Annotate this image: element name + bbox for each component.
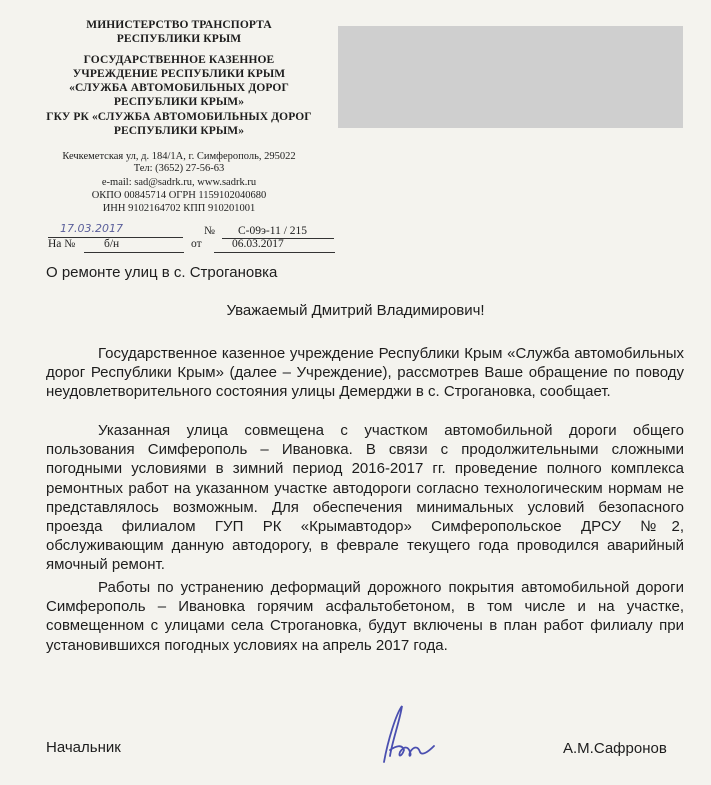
signatory-name: А.М.Сафронов [563,740,667,757]
signatory-title: Начальник [46,739,121,756]
address-line: Кечкеметская ул, д. 184/1А, г. Симферополь, 295022 [62,151,296,162]
from-underline [214,252,335,253]
org-line-2: УЧРЕЖДЕНИЕ РЕСПУБЛИКИ КРЫМ [72,68,286,80]
from-date: 06.03.2017 [232,238,284,250]
from-label: от [191,238,202,250]
on-number-underline [84,252,184,253]
phone-line: Тел: (3652) 27-56-63 [133,163,225,174]
paragraph-text: Государственное казенное учреждение Республики Крым «Служба автомобильных дорог Республики Крым» (далее – Учреждение), рассмотрев Ваше обращение по поводу неудовлетворительного состояния улицы Демерджи в с. Строгановка, сообщает. [46,345,684,401]
on-number-label: На № [48,238,76,250]
body-paragraph-3 [46,578,684,655]
redacted-addressee-block [338,26,683,128]
greeting: Уважаемый Дмитрий Владимирович! [226,302,485,319]
okpo-line: ОКПО 00845714 ОГРН 1159102040680 [91,190,267,201]
ministry-line-2: РЕСПУБЛИКИ КРЫМ [116,33,242,45]
inn-line: ИНН 9102164702 КПП 910201001 [102,203,256,214]
org-short-line-1: ГКУ РК «СЛУЖБА АВТОМОБИЛЬНЫХ ДОРОГ [46,111,312,123]
number-label: № [204,225,215,237]
paragraph-text: Работы по устранению деформаций дорожного покрытия автомобильной дороги Симферополь – Ивановка горячим асфальтобетоном, в том числе и на участке, совмещенном с улицами села Строгановка, будут включены в план работ филиалу при установившихся погодных условиях на апрель 2017 года. [46,579,684,654]
paragraph-text: Указанная улица совмещена с участком автомобильной дороги общего пользования Симферополь – Ивановка. В связи с продолжительными сложными погодными условиями в зимний период 2016-2017 гг. проведение полного комплекса ремонтных работ на указанном участке автодороги согласно технологическим нормам не представлялось возможным. Для обеспечения минимальных условий безопасного проезда филиалом ГУП РК «Крымавтодор» Симферопольское ДРСУ №2, обслуживающим данную автодорогу, в феврале текущего года проводился аварийный ямочный ремонт. [46,422,684,574]
number-value: С-09э-11 / 215 [238,225,308,237]
body-paragraph-2 [46,421,684,575]
org-short-line-2: РЕСПУБЛИКИ КРЫМ» [113,125,245,137]
org-line-4: РЕСПУБЛИКИ КРЫМ» [113,96,245,108]
letter-subject: О ремонте улиц в с. Строгановка [46,264,278,281]
org-line-3: «СЛУЖБА АВТОМОБИЛЬНЫХ ДОРОГ [69,82,289,94]
body-paragraph-1 [46,344,684,402]
ministry-line-1: МИНИСТЕРСТВО ТРАНСПОРТА [86,19,272,31]
email-line: e-mail: sad@sadrk.ru, www.sadrk.ru [101,177,257,188]
handwritten-date: 17.03.2017 [60,222,123,235]
org-line-1: ГОСУДАРСТВЕННОЕ КАЗЕННОЕ [83,54,275,66]
handwritten-signature [378,700,438,770]
on-number-value: б/н [104,238,120,250]
